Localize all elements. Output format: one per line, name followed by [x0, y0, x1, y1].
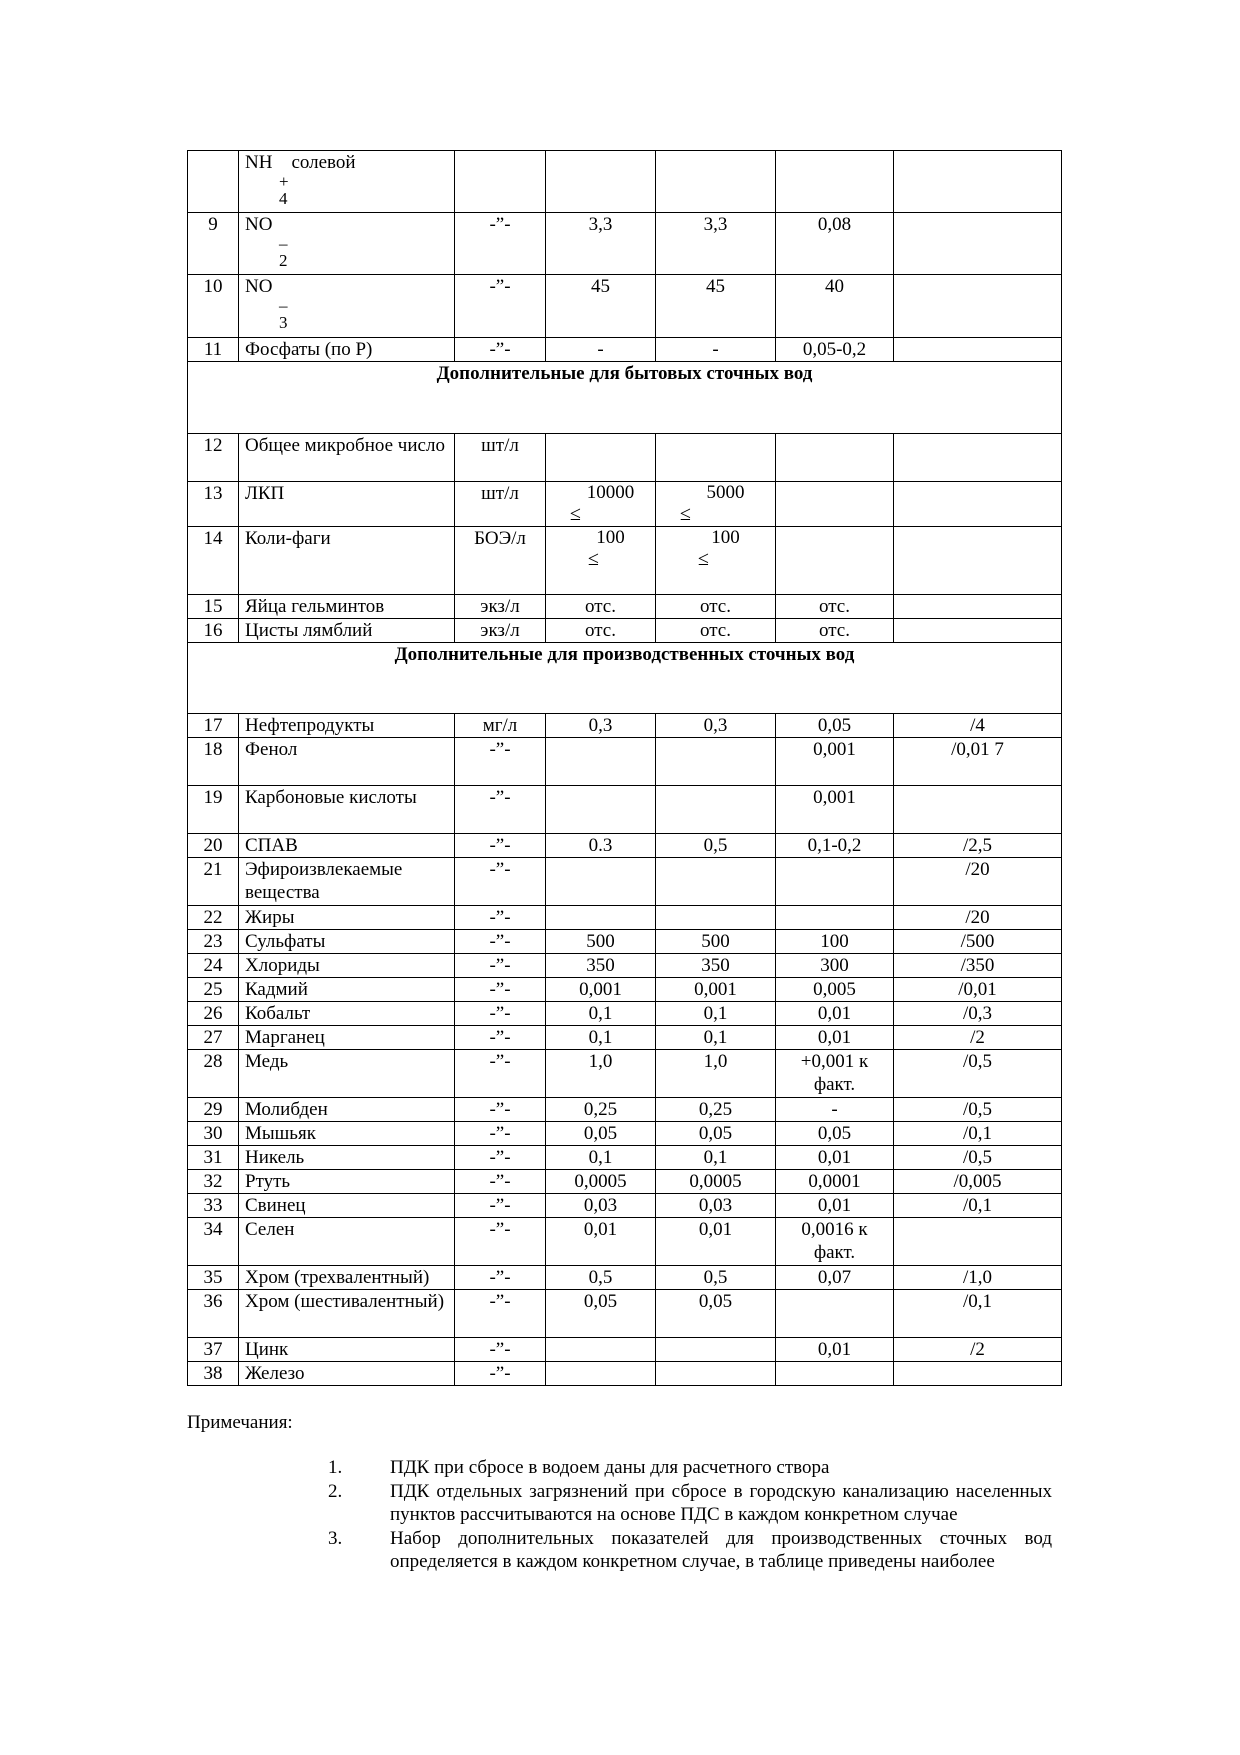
note-number: 2. — [328, 1481, 343, 1502]
row-value-1: отс. — [546, 619, 656, 643]
row-value-2: 0,03 — [656, 1194, 776, 1218]
row-value-2: 0,1 — [656, 1026, 776, 1050]
row-number: 17 — [188, 714, 239, 738]
row-value-3: 0,0001 — [776, 1170, 894, 1194]
row-unit: -”- — [455, 906, 546, 930]
table-row — [188, 1362, 1062, 1386]
row-name: Сульфаты — [239, 930, 455, 954]
row-name: Марганец — [239, 1026, 455, 1050]
table-row — [188, 1290, 1062, 1338]
table-row — [188, 906, 1062, 930]
row-value-4: /2,5 — [894, 834, 1062, 858]
row-unit: шт/л — [455, 434, 546, 482]
row-name — [239, 213, 455, 275]
table-row — [188, 619, 1062, 643]
industrial-rows — [188, 714, 1062, 1386]
row-unit: -”- — [455, 1290, 546, 1338]
row-number: 19 — [188, 786, 239, 834]
table-row — [188, 1218, 1062, 1266]
row-number: 29 — [188, 1098, 239, 1122]
row-value-1: 0,25 — [546, 1098, 656, 1122]
row-value-1: 0,001 — [546, 978, 656, 1002]
row-number: 12 — [188, 434, 239, 482]
row-value-3: 0,001 — [776, 786, 894, 834]
formula-main: NO — [245, 214, 273, 235]
row-value-2 — [656, 906, 776, 930]
row-value-2: отс. — [656, 619, 776, 643]
row-unit: экз/л — [455, 619, 546, 643]
row-number: 38 — [188, 1362, 239, 1386]
row-value-3 — [776, 527, 894, 595]
row-unit: -”- — [455, 1098, 546, 1122]
row-number: 20 — [188, 834, 239, 858]
row-value-1: 0.3 — [546, 834, 656, 858]
section-industrial-title: Дополнительные для производственных сточных вод — [188, 643, 1062, 714]
table-row — [188, 595, 1062, 619]
row-value-2 — [656, 1362, 776, 1386]
row-value-4: /20 — [894, 906, 1062, 930]
row-value-2: 0,5 — [656, 834, 776, 858]
note-text: ПДК при сбросе в водоем даны для расчетного створа — [390, 1457, 830, 1478]
less-or-equal-sign: ≤ — [680, 503, 691, 525]
row-value-3: 0,1-0,2 — [776, 834, 894, 858]
row-number — [188, 151, 239, 213]
row-unit: -”- — [455, 338, 546, 362]
row-value-2: 0,0005 — [656, 1170, 776, 1194]
row-unit: -”- — [455, 1146, 546, 1170]
row-value-2: 0,05 — [656, 1122, 776, 1146]
row-value-4: /0,005 — [894, 1170, 1062, 1194]
row-name: Молибден — [239, 1098, 455, 1122]
section-household-title: Дополнительные для бытовых сточных вод — [188, 362, 1062, 434]
row-name: ЛКП — [239, 482, 455, 527]
row-value-4: /0,5 — [894, 1146, 1062, 1170]
row-value-2 — [656, 1338, 776, 1362]
less-or-equal-sign: ≤ — [698, 548, 709, 570]
row-value-2: 3,3 — [656, 213, 776, 275]
row-name: Фосфаты (по Р) — [239, 338, 455, 362]
row-value-4 — [894, 786, 1062, 834]
row-value-3: 0,07 — [776, 1266, 894, 1290]
row-value-4 — [894, 619, 1062, 643]
table-row — [188, 1338, 1062, 1362]
row-value-1: 0,05 — [546, 1290, 656, 1338]
formula-charge: – — [279, 296, 288, 315]
row-value-4: /0,01 — [894, 978, 1062, 1002]
table-row — [188, 482, 1062, 527]
row-name: Мышьяк — [239, 1122, 455, 1146]
table-row — [188, 151, 1062, 213]
table-row — [188, 978, 1062, 1002]
value-number: 100 — [596, 527, 625, 548]
row-name: Кобальт — [239, 1002, 455, 1026]
row-value-4: /0,3 — [894, 1002, 1062, 1026]
row-value-1: отс. — [546, 595, 656, 619]
row-value-4 — [894, 527, 1062, 595]
row-value-1: - — [546, 338, 656, 362]
row-number: 33 — [188, 1194, 239, 1218]
row-number: 10 — [188, 275, 239, 338]
row-unit: -”- — [455, 1122, 546, 1146]
row-unit: -”- — [455, 1002, 546, 1026]
row-value-1 — [546, 482, 656, 527]
note-item — [320, 1456, 1052, 1479]
table-row — [188, 954, 1062, 978]
row-value-3: 0,0016 к факт. — [776, 1218, 894, 1266]
row-value-1: 500 — [546, 930, 656, 954]
table-row — [188, 1170, 1062, 1194]
row-name: Карбоновые кислоты — [239, 786, 455, 834]
row-value-4: /2 — [894, 1338, 1062, 1362]
table-row — [188, 434, 1062, 482]
table-row — [188, 1002, 1062, 1026]
row-unit: -”- — [455, 275, 546, 338]
row-number: 26 — [188, 1002, 239, 1026]
value-number: 5000 — [706, 482, 745, 503]
row-number: 23 — [188, 930, 239, 954]
table-row — [188, 1050, 1062, 1098]
row-number: 11 — [188, 338, 239, 362]
row-name: Железо — [239, 1362, 455, 1386]
table-row — [188, 930, 1062, 954]
row-value-4: /0,01 7 — [894, 738, 1062, 786]
row-value-3: 0,05-0,2 — [776, 338, 894, 362]
row-value-2: 0,05 — [656, 1290, 776, 1338]
row-unit: -”- — [455, 954, 546, 978]
row-name: Эфироизвлекаемые вещества — [239, 858, 455, 906]
row-unit: мг/л — [455, 714, 546, 738]
row-number: 25 — [188, 978, 239, 1002]
row-value-2 — [656, 786, 776, 834]
formula-main: NO — [245, 276, 273, 297]
note-number: 3. — [328, 1528, 343, 1549]
row-value-3: отс. — [776, 619, 894, 643]
row-value-4 — [894, 1218, 1062, 1266]
section-header-row — [188, 362, 1062, 434]
table-row — [188, 738, 1062, 786]
row-number: 13 — [188, 482, 239, 527]
table-row — [188, 1266, 1062, 1290]
note-item — [320, 1527, 1052, 1573]
row-unit: -”- — [455, 978, 546, 1002]
table-row — [188, 275, 1062, 338]
row-value-1 — [546, 1338, 656, 1362]
row-value-2: 1,0 — [656, 1050, 776, 1098]
row-unit: -”- — [455, 930, 546, 954]
row-value-4: /0,5 — [894, 1098, 1062, 1122]
row-value-4 — [894, 434, 1062, 482]
row-value-4 — [894, 595, 1062, 619]
row-value-4: /20 — [894, 858, 1062, 906]
row-name: Кадмий — [239, 978, 455, 1002]
row-value-4 — [894, 213, 1062, 275]
row-number: 30 — [188, 1122, 239, 1146]
row-value-4: /0,1 — [894, 1290, 1062, 1338]
formula-subscript: 4 — [279, 189, 288, 208]
table-row — [188, 1146, 1062, 1170]
row-name: Хлориды — [239, 954, 455, 978]
note-text: ПДК отдельных загрязнений при сбросе в городскую канализацию населенных пунктов рассчитываются на основе ПДС в каждом конкретном случае — [390, 1481, 1052, 1525]
row-value-1: 0,1 — [546, 1026, 656, 1050]
row-value-4: /350 — [894, 954, 1062, 978]
row-value-2: 0,5 — [656, 1266, 776, 1290]
row-value-1: 0,03 — [546, 1194, 656, 1218]
row-number: 22 — [188, 906, 239, 930]
row-value-2: 500 — [656, 930, 776, 954]
row-value-2 — [656, 482, 776, 527]
row-value-3: 0,05 — [776, 1122, 894, 1146]
table-row — [188, 1098, 1062, 1122]
row-value-4 — [894, 482, 1062, 527]
row-value-2 — [656, 858, 776, 906]
row-value-1: 3,3 — [546, 213, 656, 275]
row-unit: экз/л — [455, 595, 546, 619]
row-value-4: /1,0 — [894, 1266, 1062, 1290]
less-or-equal-sign: ≤ — [570, 503, 581, 525]
table-row — [188, 527, 1062, 595]
row-value-2: отс. — [656, 595, 776, 619]
row-number: 9 — [188, 213, 239, 275]
table-row — [188, 1026, 1062, 1050]
row-unit: -”- — [455, 1362, 546, 1386]
row-name: Жиры — [239, 906, 455, 930]
row-value-1: 0,1 — [546, 1002, 656, 1026]
row-value-1: 0,3 — [546, 714, 656, 738]
formula-charge: – — [279, 234, 288, 253]
row-unit: БОЭ/л — [455, 527, 546, 595]
row-value-3: 0,01 — [776, 1194, 894, 1218]
row-value-4: /2 — [894, 1026, 1062, 1050]
row-number: 15 — [188, 595, 239, 619]
row-value-4: /0,1 — [894, 1194, 1062, 1218]
less-or-equal-sign: ≤ — [588, 548, 599, 570]
row-value-4: /4 — [894, 714, 1062, 738]
row-name: Медь — [239, 1050, 455, 1098]
row-value-1 — [546, 527, 656, 595]
section-header-row — [188, 643, 1062, 714]
value-number: 100 — [711, 527, 740, 548]
row-name: Фенол — [239, 738, 455, 786]
row-name: Ртуть — [239, 1170, 455, 1194]
row-number: 24 — [188, 954, 239, 978]
row-number: 14 — [188, 527, 239, 595]
row-number: 18 — [188, 738, 239, 786]
row-value-3: - — [776, 1098, 894, 1122]
row-value-1: 1,0 — [546, 1050, 656, 1098]
note-number: 1. — [328, 1457, 343, 1478]
row-value-3: 0,05 — [776, 714, 894, 738]
row-value-3: 40 — [776, 275, 894, 338]
row-value-3: +0,001 к факт. — [776, 1050, 894, 1098]
row-value-2: - — [656, 338, 776, 362]
row-value-1 — [546, 906, 656, 930]
note-text: Набор дополнительных показателей для производственных сточных вод определяется в каждом конкретном случае, в таблице приведены наиболее — [390, 1528, 1052, 1572]
row-value-3 — [776, 434, 894, 482]
row-value-1: 0,0005 — [546, 1170, 656, 1194]
row-value-2: 0,3 — [656, 714, 776, 738]
row-unit: -”- — [455, 1050, 546, 1098]
row-unit: шт/л — [455, 482, 546, 527]
row-value-3: 0,08 — [776, 213, 894, 275]
row-value-4 — [894, 1362, 1062, 1386]
row-value-2 — [656, 738, 776, 786]
row-value-2: 0,1 — [656, 1146, 776, 1170]
row-value-3 — [776, 1290, 894, 1338]
row-unit: -”- — [455, 834, 546, 858]
row-value-2: 0,001 — [656, 978, 776, 1002]
row-unit: -”- — [455, 1218, 546, 1266]
row-value-3 — [776, 482, 894, 527]
row-unit: -”- — [455, 786, 546, 834]
table-row — [188, 1122, 1062, 1146]
row-name: Общее микробное число — [239, 434, 455, 482]
row-value-3: 0,01 — [776, 1338, 894, 1362]
row-value-3 — [776, 858, 894, 906]
row-number: 37 — [188, 1338, 239, 1362]
row-name — [239, 275, 455, 338]
row-unit: -”- — [455, 1338, 546, 1362]
row-name: Свинец — [239, 1194, 455, 1218]
formula-main: NH — [245, 152, 273, 173]
row-value-4 — [894, 338, 1062, 362]
row-value-1: 0,01 — [546, 1218, 656, 1266]
row-value-1: 45 — [546, 275, 656, 338]
row-value-2 — [656, 434, 776, 482]
formula-charge: + — [279, 172, 289, 191]
row-value-1 — [546, 738, 656, 786]
row-number: 28 — [188, 1050, 239, 1098]
row-value-3: 0,01 — [776, 1026, 894, 1050]
row-value-3: 0,01 — [776, 1002, 894, 1026]
row-number: 16 — [188, 619, 239, 643]
row-value-3: 300 — [776, 954, 894, 978]
row-value-1 — [546, 1362, 656, 1386]
row-value-1: 0,1 — [546, 1146, 656, 1170]
notes-title: Примечания: — [187, 1412, 293, 1433]
row-unit: -”- — [455, 1266, 546, 1290]
row-number: 35 — [188, 1266, 239, 1290]
row-name: Яйца гельминтов — [239, 595, 455, 619]
row-value-1: 350 — [546, 954, 656, 978]
row-unit: -”- — [455, 1026, 546, 1050]
row-number: 32 — [188, 1170, 239, 1194]
row-name: Хром (трехвалентный) — [239, 1266, 455, 1290]
row-unit: -”- — [455, 858, 546, 906]
row-unit: -”- — [455, 1194, 546, 1218]
row-number: 36 — [188, 1290, 239, 1338]
formula-extra: солевой — [291, 152, 356, 173]
row-value-3: 0,005 — [776, 978, 894, 1002]
row-value-1 — [546, 858, 656, 906]
row-value-1: 0,05 — [546, 1122, 656, 1146]
row-value-3 — [776, 906, 894, 930]
row-unit: -”- — [455, 213, 546, 275]
row-name — [239, 151, 455, 213]
table-row — [188, 338, 1062, 362]
row-number: 21 — [188, 858, 239, 906]
row-value-4: /0,1 — [894, 1122, 1062, 1146]
table-row — [188, 714, 1062, 738]
row-name: Никель — [239, 1146, 455, 1170]
row-name: Цисты лямблий — [239, 619, 455, 643]
row-name: Нефтепродукты — [239, 714, 455, 738]
row-value-3: 0,01 — [776, 1146, 894, 1170]
row-name: Коли-фаги — [239, 527, 455, 595]
table-row — [188, 858, 1062, 906]
table-row — [188, 213, 1062, 275]
row-name: Селен — [239, 1218, 455, 1266]
row-value-1: 0,5 — [546, 1266, 656, 1290]
table-row — [188, 786, 1062, 834]
row-value-2: 45 — [656, 275, 776, 338]
row-value-3: 0,001 — [776, 738, 894, 786]
row-value-4 — [894, 275, 1062, 338]
row-number: 27 — [188, 1026, 239, 1050]
row-value-2: 0,25 — [656, 1098, 776, 1122]
row-value-2: 0,01 — [656, 1218, 776, 1266]
table-row — [188, 1194, 1062, 1218]
table-row — [188, 834, 1062, 858]
note-item — [320, 1480, 1052, 1526]
row-number: 34 — [188, 1218, 239, 1266]
row-value-2: 0,1 — [656, 1002, 776, 1026]
row-value-4: /500 — [894, 930, 1062, 954]
row-name: Хром (шестивалентный) — [239, 1290, 455, 1338]
notes-list — [320, 1456, 1052, 1574]
row-value-4: /0,5 — [894, 1050, 1062, 1098]
row-value-2: 350 — [656, 954, 776, 978]
row-unit: -”- — [455, 738, 546, 786]
value-number: 10000 — [586, 482, 635, 503]
row-number: 31 — [188, 1146, 239, 1170]
row-name: Цинк — [239, 1338, 455, 1362]
formula-subscript: 3 — [279, 313, 288, 332]
row-value-2 — [656, 527, 776, 595]
row-name: СПАВ — [239, 834, 455, 858]
row-value-1 — [546, 434, 656, 482]
row-value-1 — [546, 786, 656, 834]
row-value-3: 100 — [776, 930, 894, 954]
row-value-3: отс. — [776, 595, 894, 619]
row-unit: -”- — [455, 1170, 546, 1194]
row-value-3 — [776, 1362, 894, 1386]
formula-subscript: 2 — [279, 251, 288, 270]
pollutant-limits-table — [187, 150, 1062, 1386]
